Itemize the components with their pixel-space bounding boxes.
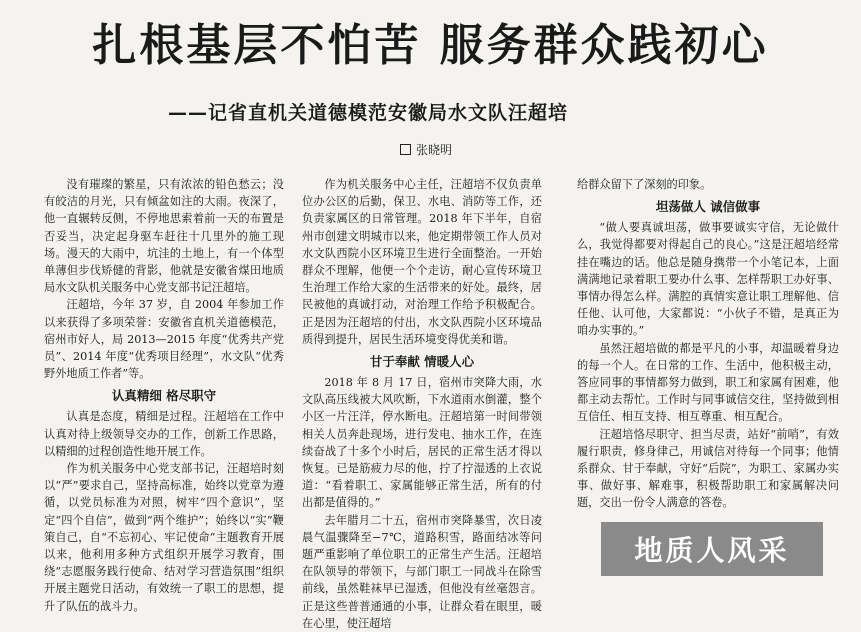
paragraph: 汪超培，今年 37 岁，自 2004 年参加工作以来获得了多项荣誉：安徽省直机关道德模范，宿州市好人，局 2013—2015 年度“优秀共产党员”、2014 年度“优秀项目经理”，水文队“优秀野外地质工作者”等。 [44,298,284,381]
section-heading: 坦荡做人 诚信做事 [655,199,761,215]
subtitle: ——记省直机关道德模范安徽局水文队汪超培 [168,102,569,124]
byline-box-icon [400,144,411,155]
paragraph: 认真是态度，精细是过程。汪超培在工作中认真对待上级领导交办的工作，创新工作思路，以精细的过程创造性地开展工作。 [44,410,284,458]
headline: 扎根基层不怕苦 服务群众践初心 [92,20,769,71]
section-heading: 甘于奉献 情暖人心 [369,354,475,370]
article-column-2 [302,176,542,632]
paragraph: 去年腊月二十五，宿州市突降暴雪，次日凌晨气温骤降至−7℃，道路积雪，路面结冰等问题严重影响了单位职工的正常生产生活。汪超培在队领导的带领下，与部门职工一同战斗在除雪前线，虽然鞋袜早已湿透，但他没有丝毫怨言。正是这些普普通通的小事，让群众看在眼里，暖在心里，使汪超培 [302,513,542,630]
paragraph: 作为机关服务中心主任，汪超培不仅负责单位办公区的后勤，保卫、水电、消防等工作，还负责家属区的日常管理。2018 年下半年，自宿州市创建文明城市以来，他定期带领工作人员对水文队西院小区环境卫生进行全面整治。一开始群众不理解，他便一个个走访，耐心宣传环境卫生治理工作给大家的生活带来的好处。最终，居民被他的真诚打动，对治理工作给予积极配合。正是因为汪超培的付出，水文队西院小区环境品质得到提升，居民生活环境变得优美和谐。 [302,178,542,346]
paragraph: 作为机关服务中心党支部书记，汪超培时刻以“严”要求自己，坚持高标准，始终以党章为遵循，以党员标准为对照，树牢“四个意识”，坚定“四个自信”，做到“两个维护”；始终以“实”鞭策自己，自“不忘初心、牢记使命”主题教育开展以来，他利用多种方式组织开展学习教育，围绕“志愿服务践行使命、结对学习营造氛围”组织开展主题党日活动，有效统一了职工的思想，提升了队伍的战斗力。 [44,462,284,613]
paragraph: 汪超培恪尽职守、担当尽责，站好“前哨”，有效履行职责，修身律己，用诚信对待每一个同事；他情系群众、甘于奉献，守好“后院”，为职工、家属办实事、做好事、解难事，积极帮助职工和家属解决问题，交出一份令人满意的答卷。 [577,427,839,510]
author-name: 张晓明 [416,143,453,157]
paragraph: 虽然汪超培做的都是平凡的小事，却温暖着身边的每一个人。在日常的工作、生活中，他积极主动，答应同事的事情都努力做到，职工和家属有困难，他都主动去帮忙。工作时与同事诚信交往，坚持做到相互信任、相互支持、相互尊重、相互配合。 [577,341,839,424]
article-column-3 [577,176,839,512]
byline [400,142,452,158]
paragraph: 2018 年 8 月 17 日，宿州市突降大雨，水文队高压线被大风吹断，下水道雨水倒灌，整个小区一片汪洋，停水断电。汪超培第一时间带领相关人员奔赴现场，进行发电、抽水工作，在连续奋战了十多个小时后，居民的正常生活才得以恢复。已是筋疲力尽的他，拧了拧湿透的上衣说道：“看着职工、家属能够正常生活，所有的付出都是值得的。” [302,376,542,510]
paragraph: 没有璀璨的繁星，只有浓浓的铅色愁云；没有皎洁的月光，只有倾盆如注的大雨。夜深了，他一直辗转反侧，不停地思索着前一天的布置是否妥当，决定起身驱车赶往十几里外的施工现场。漫天的大雨中，坑洼的土地上，有一个体型单薄但步伐矫健的背影，他就是安徽省煤田地质局水文队机关服务中心党支部书记汪超培。 [44,178,284,295]
section-heading: 认真精细 格尽职守 [111,388,217,404]
article-column-1 [44,176,284,615]
paragraph: “做人要真诚坦荡，做事要诚实守信，无论做什么，我觉得都要对得起自己的良心。”这是汪超培经常挂在嘴边的话。他总是随身携带一个小笔记本，上面满满地记录着职工要办什么事、怎样帮职工办好事、事情办得怎么样。满腔的真情实意让职工理解他、信任他、认可他，大家都说：“小伙子不错，是真正为咱办实事的。” [577,221,839,338]
paragraph: 给群众留下了深刻的印象。 [577,178,712,191]
column-brand-stamp: 地质人风采 [601,522,823,576]
